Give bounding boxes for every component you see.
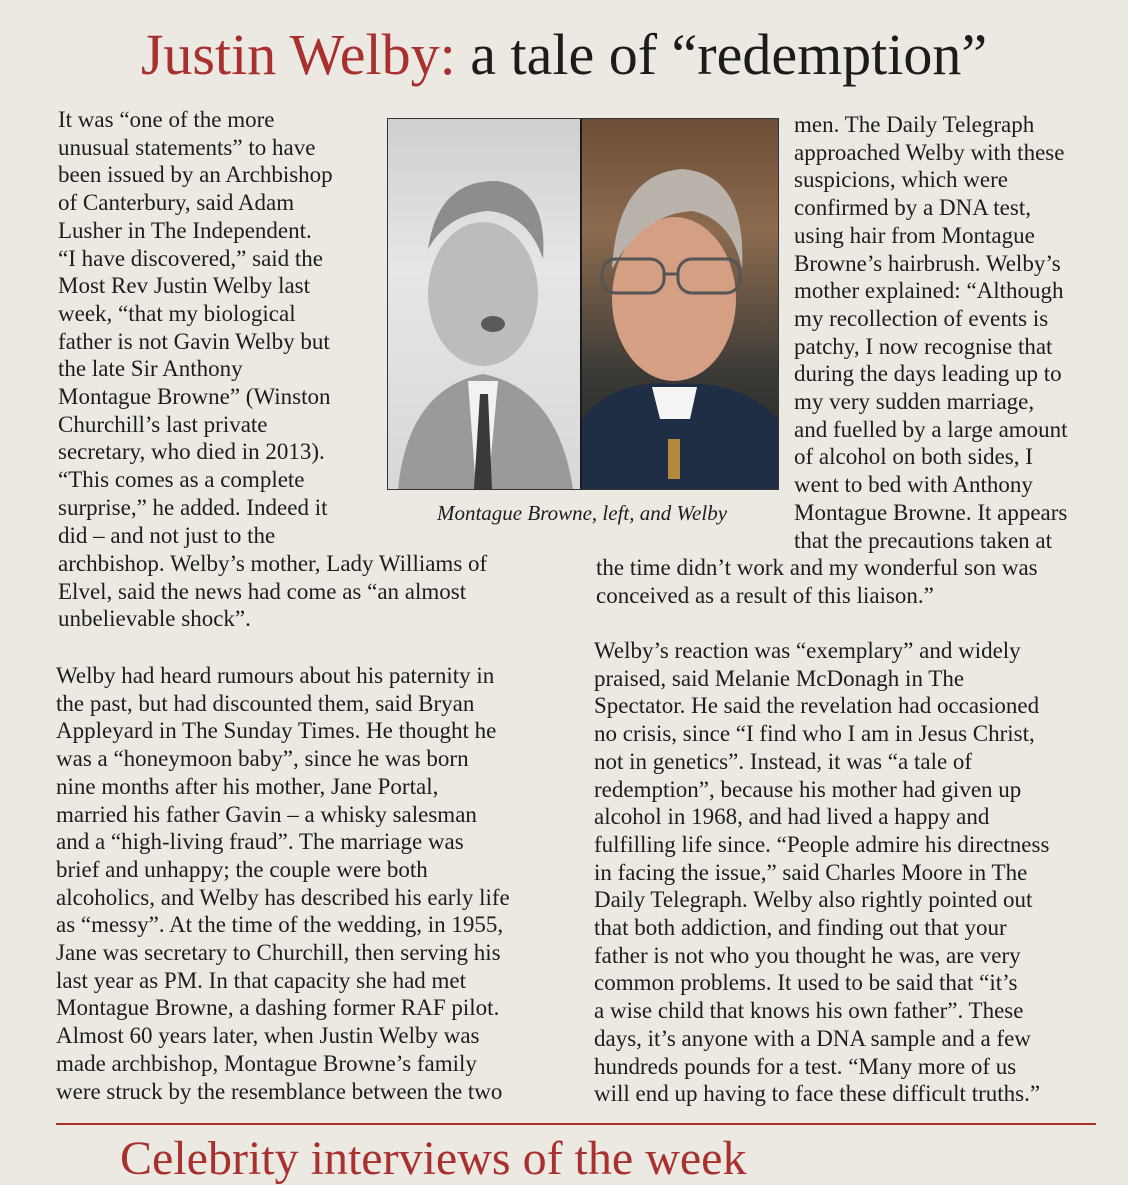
headline-name: Justin Welby: (140, 22, 456, 87)
text-line: and fuelled by a large amount (794, 416, 1068, 442)
text-line: common problems. It used to be said that “it’s (594, 970, 1018, 996)
text-line: “I have discovered,” said the (58, 245, 324, 271)
text-line: Almost 60 years later, when Justin Welby was (56, 1023, 480, 1049)
text-line: made archbishop, Montague Browne’s family (56, 1050, 477, 1076)
text-line: Montague Browne, a dashing former RAF pilot. (56, 995, 500, 1021)
text-line: Welby’s reaction was “exemplary” and widely (594, 638, 1021, 663)
text-line: father is not who you thought he was, are very (594, 942, 1021, 968)
text-line: went to bed with Anthony (794, 472, 1033, 498)
text-line: Browne’s hairbrush. Welby’s (794, 250, 1061, 276)
text-line: that both addiction, and finding out that your (594, 915, 1007, 941)
text-line: of Canterbury, said Adam (58, 190, 295, 216)
text-line: nine months after his mother, Jane Portal, (56, 773, 439, 799)
text-line: using hair from Montague (794, 222, 1035, 248)
paragraph-2 (56, 662, 576, 1105)
text-line: “This comes as a complete (58, 467, 305, 493)
text-line: married his father Gavin – a whisky salesman (56, 801, 477, 827)
text-line: Jane was secretary to Churchill, then serving his (56, 940, 501, 966)
text-line: Churchill’s last private (58, 411, 268, 437)
text-line: surprise,” he added. Indeed it (58, 494, 328, 520)
text-line: approached Welby with these (794, 139, 1065, 165)
text-line: my recollection of events is (794, 305, 1049, 331)
text-line: been issued by an Archbishop (58, 162, 333, 188)
text-line: will end up having to face these difficult truths.” (594, 1081, 1041, 1107)
text-line: conceived as a result of this liaison.” (596, 582, 934, 608)
text-line: last year as PM. In that capacity she had met (56, 967, 467, 993)
text-line: the past, but had discounted them, said Bryan (56, 690, 475, 716)
text-line: that the precautions taken at (794, 527, 1053, 553)
text-line: in facing the issue,” said Charles Moore in The (594, 859, 1028, 885)
paragraph-1-narrow (58, 106, 378, 549)
photo-montague-browne-and-welby (387, 118, 779, 490)
photo-montague-browne (388, 119, 581, 489)
text-line: did – and not just to the (58, 522, 276, 548)
text-line: unusual statements” to have (58, 134, 316, 160)
headline-rest: a tale of “redemption” (455, 22, 988, 87)
text-line: Elvel, said the news had come as “an almost (58, 578, 467, 604)
text-line: were struck by the resemblance between the two (56, 1078, 503, 1104)
text-line: the time didn’t work and my wonderful son was (596, 555, 1038, 580)
text-line: It was “one of the more (58, 107, 275, 132)
paragraph-1-wide (58, 550, 568, 633)
text-line: and a “high-living fraud”. The marriage was (56, 829, 464, 855)
text-line: Montague Browne. It appears (794, 499, 1068, 525)
text-line: alcohol in 1968, and had lived a happy and (594, 804, 990, 830)
text-line: was a “honeymoon baby”, since he was born (56, 746, 469, 772)
text-line: suspicions, which were (794, 167, 1008, 193)
next-article-title: Celebrity interviews of the week (120, 1132, 747, 1185)
text-line: alcoholics, and Welby has described his early life (56, 884, 510, 910)
text-line: brief and unhappy; the couple were both (56, 856, 428, 882)
text-line: Welby had heard rumours about his paternity in (56, 663, 495, 688)
text-line: during the days leading up to (794, 361, 1062, 387)
photo-caption: Montague Browne, left, and Welby (436, 501, 728, 525)
text-line: patchy, I now recognise that (794, 333, 1053, 359)
paragraph-3-wide (596, 554, 1116, 609)
text-line: father is not Gavin Welby but (58, 328, 330, 354)
text-line: Lusher in The Independent. (58, 217, 312, 243)
text-line: praised, said Melanie McDonagh in The (594, 665, 965, 691)
text-line: unbelievable shock”. (58, 606, 251, 632)
text-line: the late Sir Anthony (58, 356, 243, 382)
text-line: redemption”, because his mother had given up (594, 776, 1022, 802)
text-line: not in genetics”. Instead, it was “a tale of (594, 748, 973, 774)
section-divider (56, 1123, 1096, 1125)
paragraph-3-narrow (794, 111, 1114, 554)
text-line: Appleyard in The Sunday Times. He thought he (56, 718, 497, 744)
text-line: week, “that my biological (58, 300, 296, 326)
text-line: archbishop. Welby’s mother, Lady Williams of (58, 551, 488, 576)
text-line: my very sudden marriage, (794, 389, 1035, 415)
text-line: men. The Daily Telegraph (794, 112, 1035, 137)
text-line: Montague Browne” (Winston (58, 384, 331, 410)
text-line: confirmed by a DNA test, (794, 195, 1031, 221)
text-line: Daily Telegraph. Welby also rightly pointed out (594, 887, 1033, 913)
text-line: mother explained: “Although (794, 278, 1064, 304)
text-line: no crisis, since “I find who I am in Jesus Christ, (594, 721, 1035, 747)
headline (0, 20, 1128, 90)
text-line: hundreds pounds for a test. “Many more of us (594, 1053, 1017, 1079)
text-line: of alcohol on both sides, I (794, 444, 1033, 470)
paragraph-4 (594, 637, 1118, 1108)
text-line: fulfilling life since. “People admire his directness (594, 831, 1050, 857)
text-line: secretary, who died in 2013). (58, 439, 325, 465)
photo-welby (582, 119, 778, 489)
text-line: days, it’s anyone with a DNA sample and a few (594, 1025, 1031, 1051)
text-line: a wise child that knows his own father”. These (594, 998, 1024, 1024)
text-line: Spectator. He said the revelation had occasioned (594, 693, 1040, 719)
text-line: as “messy”. At the time of the wedding, in 1955, (56, 912, 504, 938)
text-line: Most Rev Justin Welby last (58, 273, 311, 299)
